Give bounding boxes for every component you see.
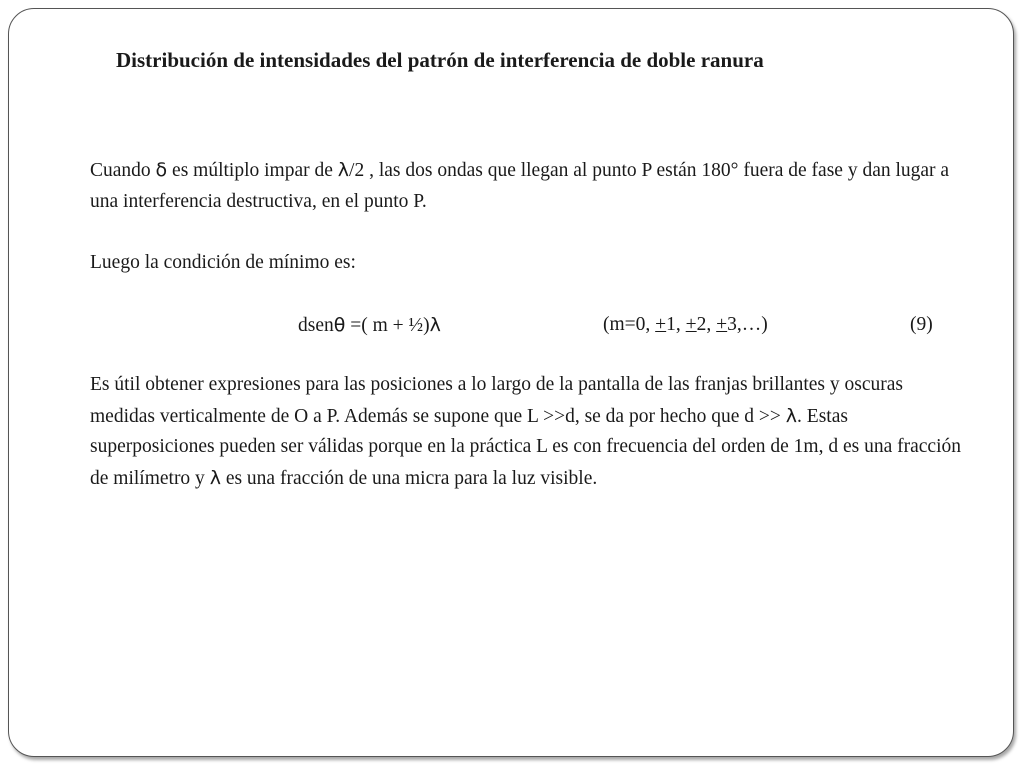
paragraph-minimum-condition: Luego la condición de mínimo es: <box>90 252 356 273</box>
plus-minus-symbol: + <box>655 314 667 335</box>
equation-main <box>298 310 441 341</box>
paragraph-text: es múltiplo impar de <box>167 160 338 181</box>
lambda-symbol: λ <box>429 314 441 336</box>
equation-text: dsen <box>298 315 334 336</box>
slide-title: Distribución de intensidades del patrón de interferencia de doble ranura <box>116 48 764 72</box>
paragraph-text: es una fracción de una micra para la luz visible. <box>220 467 598 489</box>
paragraph-approximations <box>90 370 970 494</box>
plus-minus-symbol: + <box>716 314 728 335</box>
equation-text: =( m + ½) <box>345 315 430 336</box>
paragraph-destructive-condition <box>90 155 970 217</box>
equation-text: 3,…) <box>727 314 768 335</box>
plus-minus-symbol: + <box>685 314 697 335</box>
equation-text: 2, <box>696 314 717 335</box>
paragraph-text: /2 , las dos ondas que llegan al punto P están 180° fuera de fase y dan lugar a una interferencia destructiva, en el punto P. <box>90 160 950 212</box>
paragraph-text: . Estas superposiciones pueden ser válidas porque en la práctica L es con frecuencia del orden de 1m, d es una fracción de milímetro y <box>90 405 961 489</box>
paragraph-text: Es útil obtener expresiones para las posiciones a lo largo de la pantalla de las franjas brillantes y oscuras medidas verticalmente de O a P. Además se supone que L >>d, se da por hecho que d >> <box>90 374 903 427</box>
theta-symbol: θ <box>333 314 346 336</box>
equation-number: (9) <box>910 314 933 335</box>
equation-range <box>603 310 768 340</box>
lambda-symbol: λ <box>337 159 350 181</box>
lambda-symbol: λ <box>785 404 798 427</box>
equation-row <box>0 310 1024 342</box>
equation-text: (m=0, <box>603 314 656 335</box>
delta-symbol: δ <box>155 159 168 181</box>
equation-text: 1, <box>666 314 686 335</box>
lambda-symbol: λ <box>209 466 221 489</box>
paragraph-text: Cuando <box>90 160 156 181</box>
